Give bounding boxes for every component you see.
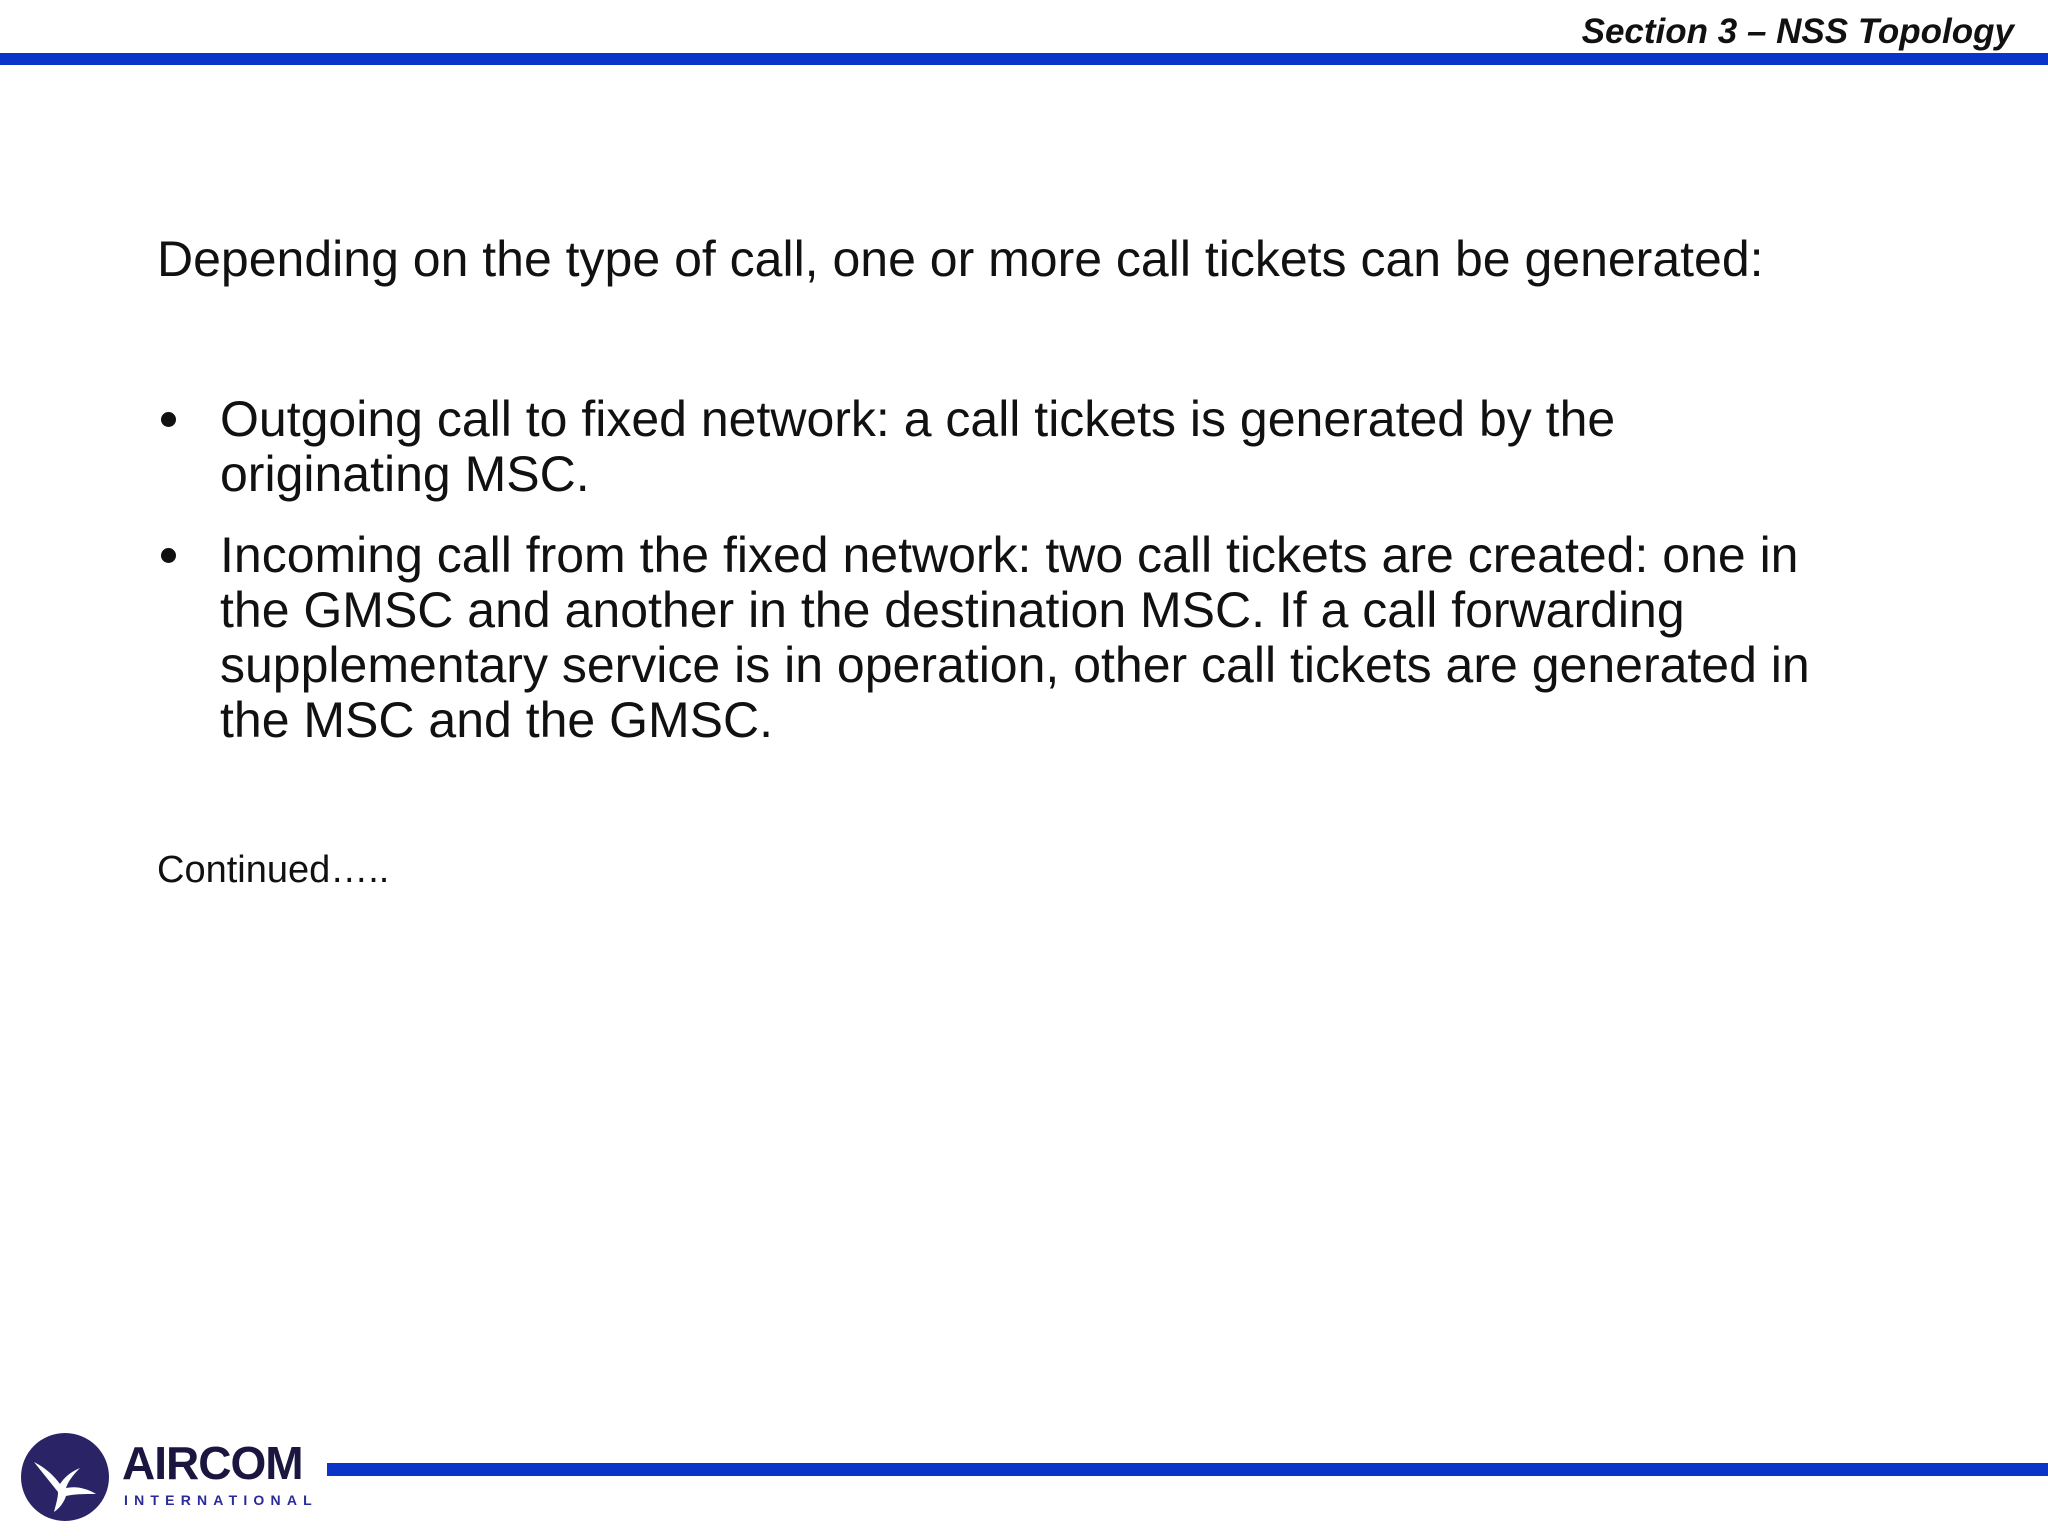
bullet-line: Incoming call from the fixed network: two call tickets are created: one in bbox=[220, 527, 1799, 583]
bullet-line: the MSC and the GMSC. bbox=[220, 692, 774, 748]
bullet-line: originating MSC. bbox=[220, 446, 590, 502]
bottom-divider bbox=[327, 1463, 2048, 1476]
bullet-line: supplementary service is in operation, other call tickets are generated in bbox=[220, 637, 1810, 693]
bullet-item bbox=[157, 528, 1897, 748]
logo-subtitle: INTERNATIONAL bbox=[124, 1492, 318, 1508]
bullet-list bbox=[157, 392, 1897, 774]
bullet-line: Outgoing call to fixed network: a call tickets is generated by the bbox=[220, 391, 1616, 447]
bullet-line: the GMSC and another in the destination MSC. If a call forwarding bbox=[220, 582, 1685, 638]
section-title: Section 3 – NSS Topology bbox=[1581, 12, 2014, 51]
intro-text: Depending on the type of call, one or more call tickets can be generated: bbox=[157, 231, 1764, 287]
bullet-item bbox=[157, 392, 1897, 502]
bird-icon bbox=[20, 1432, 110, 1522]
continued-note: Continued….. bbox=[157, 849, 390, 891]
bullet-icon bbox=[161, 412, 176, 427]
bullet-icon bbox=[161, 548, 176, 563]
logo-wordmark: AIRCOM bbox=[122, 1437, 303, 1489]
aircom-logo bbox=[20, 1432, 320, 1524]
top-divider bbox=[0, 53, 2048, 65]
